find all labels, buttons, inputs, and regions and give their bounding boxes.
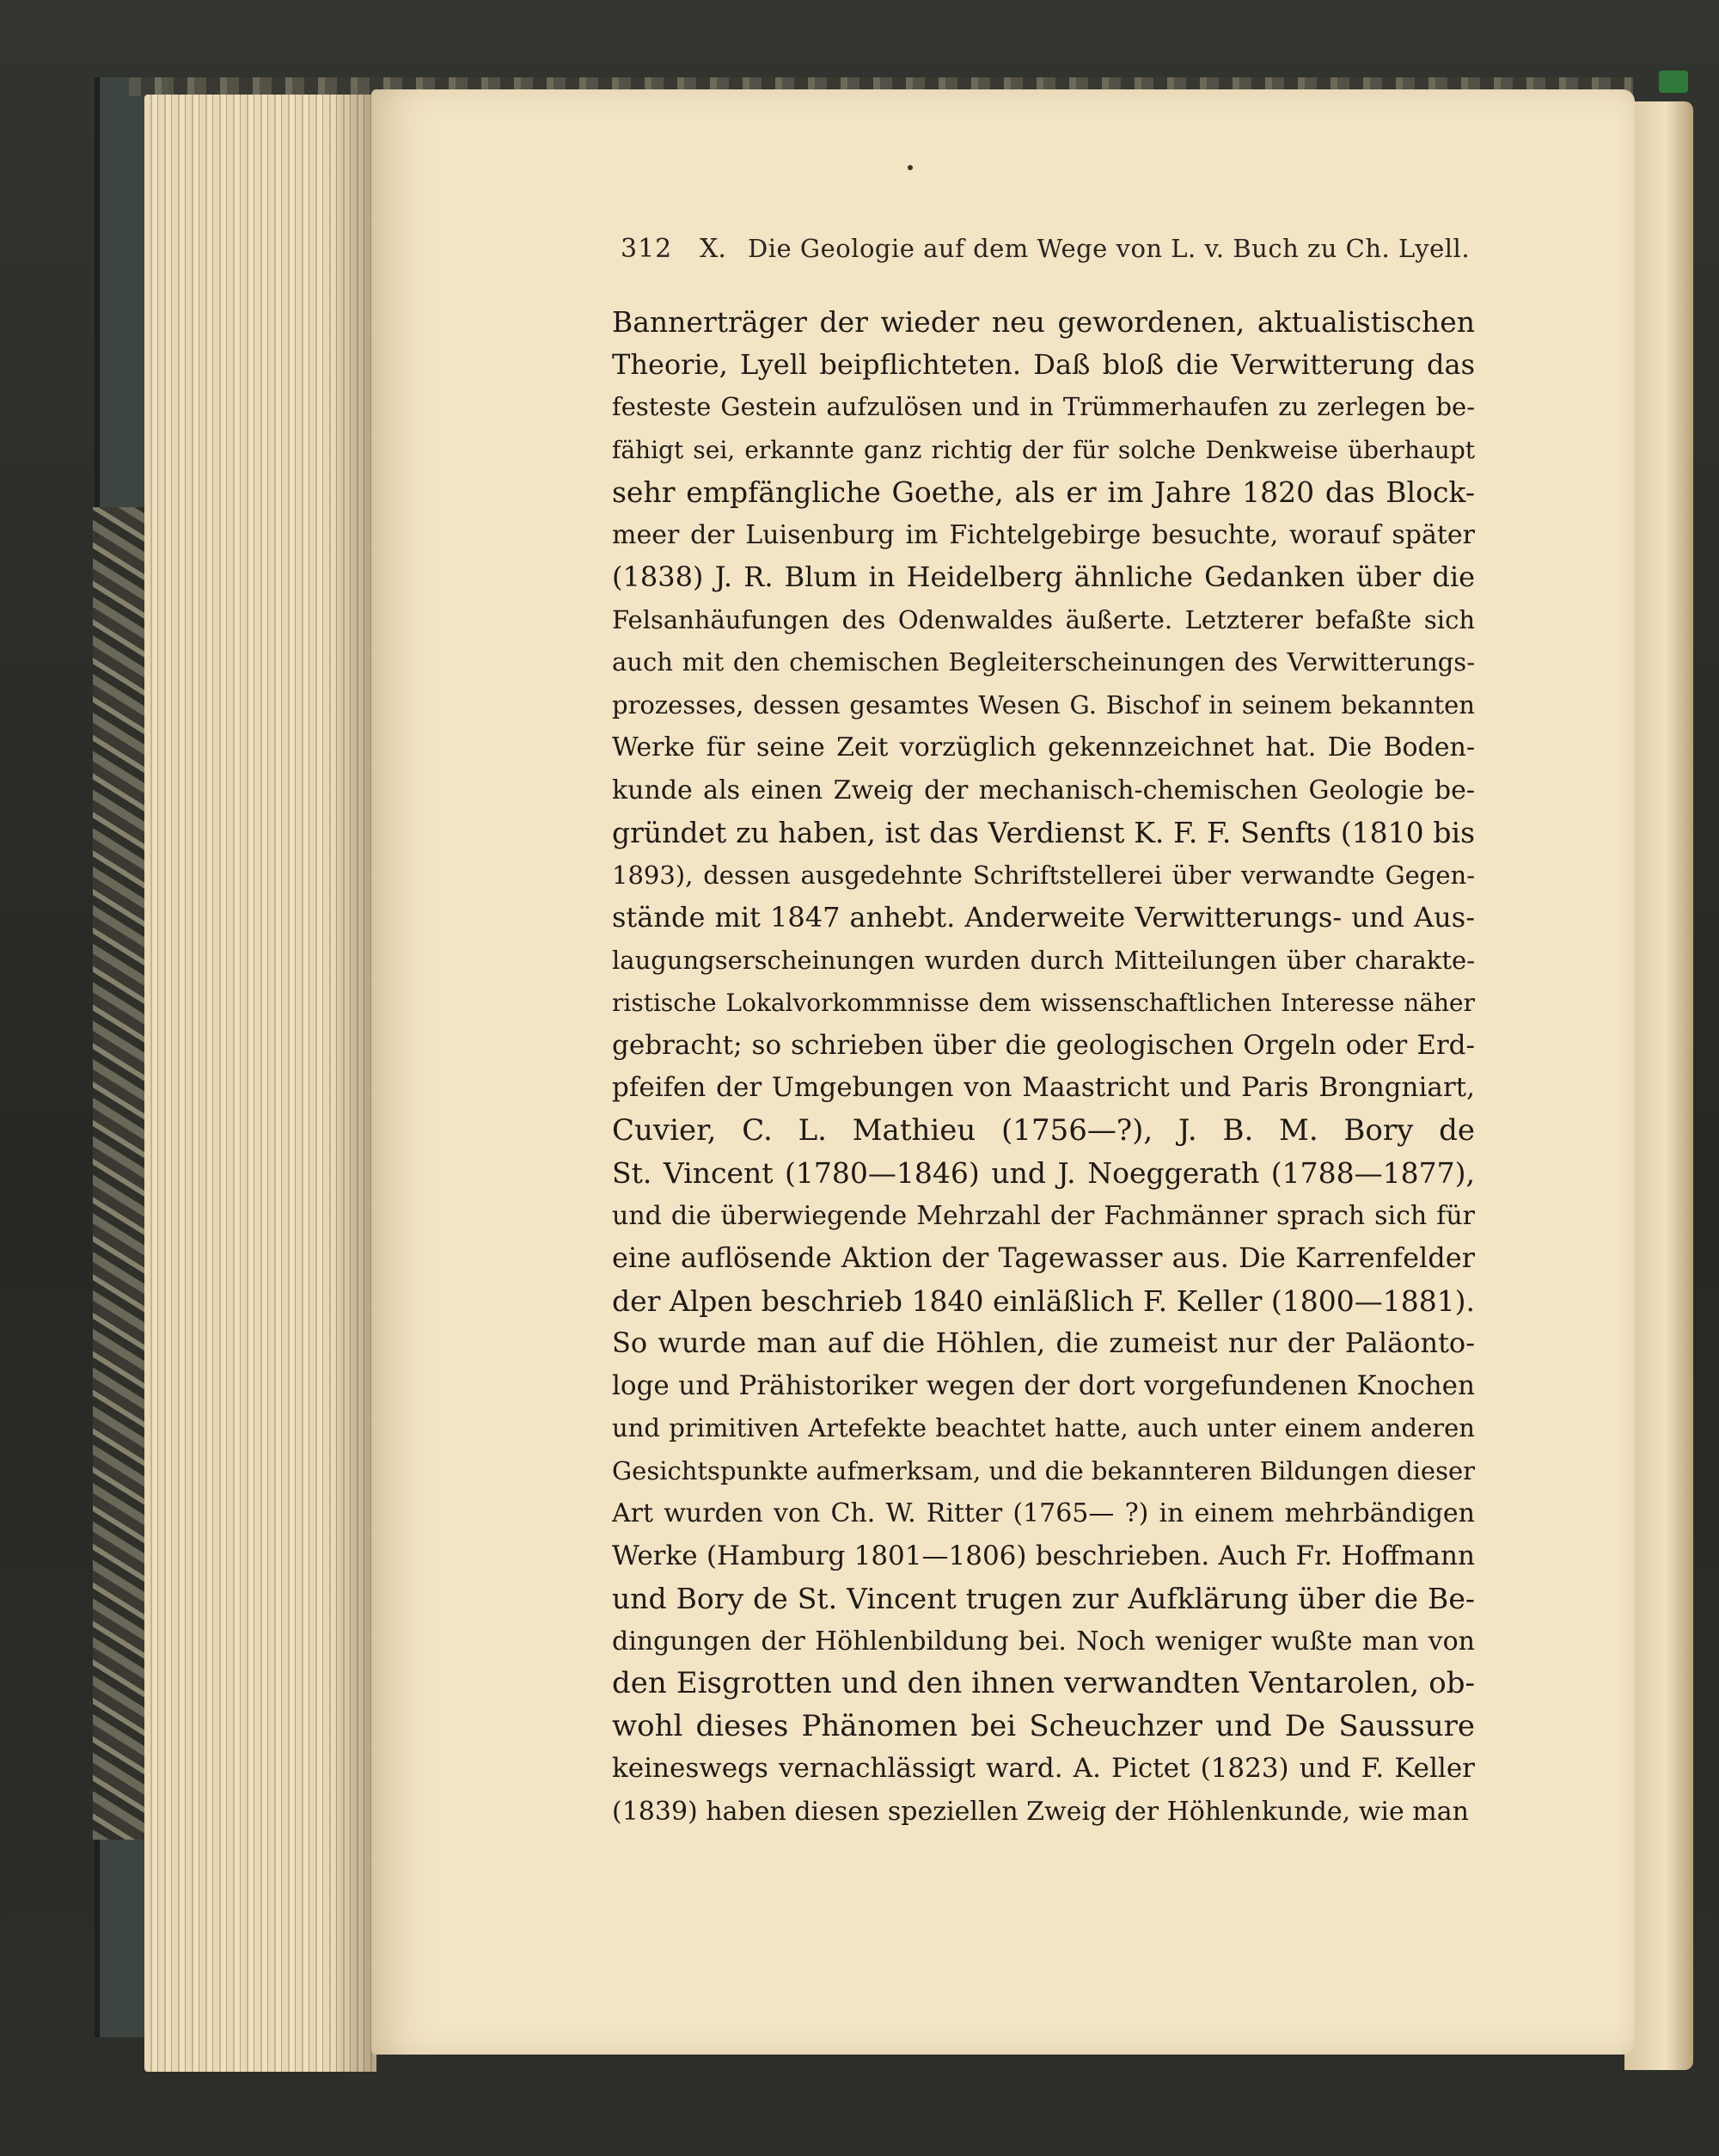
text-line: eine auflösende Aktion der Tagewasser aus. Die Karrenfelder: [612, 1241, 1475, 1274]
page-number: 312: [621, 234, 673, 264]
text-line: Gesichtspunkte aufmerksam, und die bekannteren Bildungen dieser: [612, 1455, 1475, 1485]
text-line: Werke für seine Zeit vorzüglich gekennzeichnet hat. Die Boden-: [612, 732, 1475, 763]
facing-page-edge: [1624, 101, 1693, 2070]
text-line: Cuvier, C. L. Mathieu (1756—?), J. B. M. Bory de: [612, 1112, 1475, 1148]
body-text: [612, 301, 1475, 1833]
text-line: festeste Gestein aufzulösen und in Trümmerhaufen zu zerlegen be-: [612, 392, 1475, 421]
text-line: Werke (Hamburg 1801—1806) beschrieben. Auch Fr. Hoffmann: [612, 1540, 1475, 1571]
text-line: gebracht; so schrieben über die geologischen Orgeln oder Erd-: [612, 1029, 1475, 1061]
text-line: und die überwiegende Mehrzahl der Fachmänner sprach sich für: [612, 1200, 1475, 1231]
text-line: pfeifen der Umgebungen von Maastricht und Paris Brongniart,: [612, 1072, 1475, 1103]
text-line: meer der Luisenburg im Fichtelgebirge besuchte, worauf später: [612, 519, 1475, 550]
running-title: Die Geologie auf dem Wege von L. v. Buch zu Ch. Lyell.: [748, 234, 1471, 263]
text-line: Bannerträger der wieder neu gewordenen, aktualistischen: [612, 305, 1475, 339]
text-line: stände mit 1847 anhebt. Anderweite Verwitterungs- und Aus-: [612, 901, 1475, 934]
text-line: und primitiven Artefekte beachtet hatte, auch unter einem anderen: [612, 1413, 1475, 1442]
text-line: der Alpen beschrieb 1840 einläßlich F. Keller (1800—1881).: [612, 1283, 1475, 1318]
text-line: So wurde man auf die Höhlen, die zumeist nur der Paläonto-: [612, 1326, 1475, 1359]
text-line: fähigt sei, erkannte ganz richtig der für solche Denkweise überhaupt: [612, 435, 1475, 464]
running-header: [621, 234, 1480, 277]
text-line: 1893), dessen ausgedehnte Schriftstellerei über verwandte Gegen-: [612, 860, 1475, 890]
text-line: auch mit den chemischen Begleiterscheinungen des Verwitterungs-: [612, 647, 1475, 677]
text-line: Theorie, Lyell beipflichteten. Daß bloß die Verwitterung das: [612, 347, 1475, 381]
text-line: St. Vincent (1780—1846) und J. Noeggerath (1788—1877),: [612, 1156, 1475, 1190]
text-line: laugungserscheinungen wurden durch Mitteilungen über charakte-: [612, 945, 1475, 975]
text-line: prozesses, dessen gesamtes Wesen G. Bischof in seinem bekannten: [612, 689, 1475, 720]
ribbon-bookmark: [1659, 70, 1688, 93]
text-line: gründet zu haben, ist das Verdienst K. F. F. Senfts (1810 bis: [612, 816, 1475, 849]
text-line: loge und Prähistoriker wegen der dort vorgefundenen Knochen: [612, 1369, 1475, 1401]
text-line: (1839) haben diesen speziellen Zweig der Höhlenkunde, wie man: [612, 1796, 1469, 1827]
chapter-number: X.: [700, 234, 726, 264]
text-line: Felsanhäufungen des Odenwaldes äußerte. Letzterer befaßte sich: [612, 604, 1475, 634]
text-line: den Eisgrotten und den ihnen verwandten Ventarolen, ob-: [612, 1666, 1475, 1700]
text-line: (1838) J. R. Blum in Heidelberg ähnliche Gedanken über die: [612, 560, 1475, 593]
page-speck: [908, 165, 913, 170]
text-line: keineswegs vernachlässigt ward. A. Pictet (1823) und F. Keller: [612, 1753, 1475, 1784]
text-line: sehr empfängliche Goethe, als er im Jahre 1820 das Block-: [612, 475, 1475, 509]
text-line: dingungen der Höhlenbildung bei. Noch weniger wußte man von: [612, 1626, 1475, 1657]
text-line: und Bory de St. Vincent trugen zur Aufklärung über die Be-: [612, 1582, 1475, 1615]
text-line: Art wurden von Ch. W. Ritter (1765— ?) in einem mehrbändigen: [612, 1498, 1475, 1528]
text-line: wohl dieses Phänomen bei Scheuchzer und De Saussure: [612, 1708, 1475, 1743]
page-block-shadow: [327, 95, 378, 2072]
text-line: kunde als einen Zweig der mechanisch-chemischen Geologie be-: [612, 775, 1475, 805]
text-line: ristische Lokalvorkommnisse dem wissenschaftlichen Interesse näher: [612, 989, 1475, 1017]
